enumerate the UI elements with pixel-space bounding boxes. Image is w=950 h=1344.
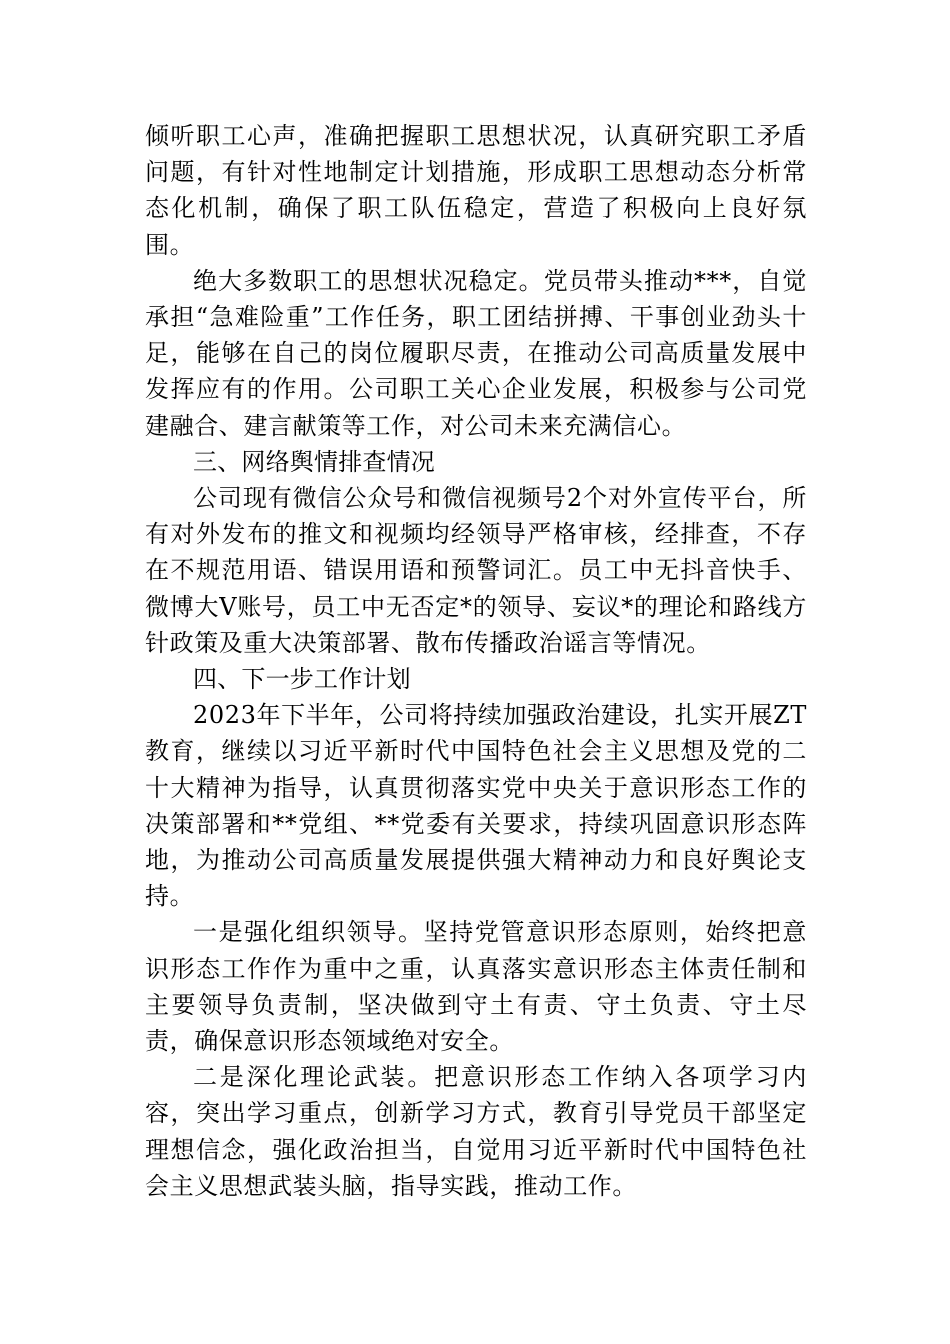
paragraph-worker-thought-status: 绝大多数职工的思想状况稳定。党员带头推动***，自觉承担“急难险重”工作任务，职工团结拼搏、干事创业劲头十足，能够在自己的岗位履职尽责，在推动公司高质量发展中发挥应有的作用。公司职工关心企业发展，积极参与公司党建融合、建言献策等工作，对公司未来充满信心。: [145, 266, 807, 440]
paragraph-plan-leadership: 一是强化组织领导。坚持党管意识形态原则，始终把意识形态工作作为重中之重，认真落实意识形态主体责任制和主要领导负责制，坚决做到守土有责、守土负责、守土尽责，确保意识形态领域绝对安全。: [145, 918, 807, 1056]
section-heading-online-opinion: 三、网络舆情排查情况: [193, 447, 435, 476]
section-heading-next-plan: 四、下一步工作计划: [193, 665, 411, 694]
paragraph-next-plan-intro: 2023年下半年，公司将持续加强政治建设，扎实开展ZT教育，继续以习近平新时代中国特色社会主义思想及党的二十大精神为指导，认真贯彻落实党中央关于意识形态工作的决策部署和**党组、**党委有关要求，持续巩固意识形态阵地，为推动公司高质量发展提供强大精神动力和良好舆论支持。: [145, 701, 807, 911]
paragraph-online-opinion: 公司现有微信公众号和微信视频号2个对外宣传平台，所有对外发布的推文和视频均经领导严格审核，经排查，不存在不规范用语、错误用语和预警词汇。员工中无抖音快手、微博大V账号，员工中无否定*的领导、妄议*的理论和路线方针政策及重大决策部署、散布传播政治谣言等情况。: [145, 484, 807, 657]
paragraph-plan-theory: 二是深化理论武装。把意识形态工作纳入各项学习内容，突出学习重点，创新学习方式，教育引导党员干部坚定理想信念，强化政治担当，自觉用习近平新时代中国特色社会主义思想武装头脑，指导实践，推动工作。: [145, 1063, 807, 1200]
paragraph-worker-voice-continuation: 倾听职工心声，准确把握职工思想状况，认真研究职工矛盾问题，有针对性地制定计划措施，形成职工思想动态分析常态化机制，确保了职工队伍稳定，营造了积极向上良好氛围。: [145, 122, 807, 259]
document-page: [145, 118, 807, 1204]
